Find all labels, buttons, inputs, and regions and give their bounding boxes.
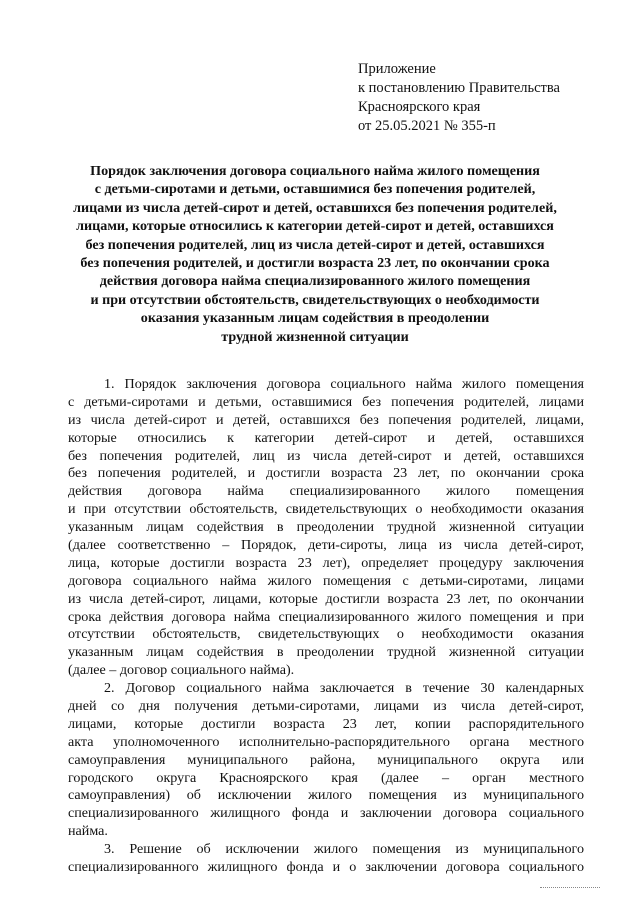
text-line: 3. Решение об исключении жилого помещения из муниципального [104, 841, 584, 858]
page-footer-mark [540, 887, 600, 890]
document-body [68, 376, 584, 877]
text-line: действия договора найма специализированного жилого помещения [68, 483, 584, 500]
text-line: указанным лицам содействия в преодолении трудной жизненной ситуации [68, 519, 584, 536]
text-line: 2. Договор социального найма заключается в течение 30 календарных [104, 680, 584, 697]
text-line: с детьми-сиротами и детьми, оставшимися без попечения родителей, лицами [68, 393, 584, 410]
text-line: самоуправления) об исключении жилого помещения из муниципального [68, 787, 584, 804]
text-line: лица, которые достигли возраста 23 лет), определяет процедуру заключения [68, 554, 584, 571]
title-line: и при отсутствии обстоятельств, свидетельствующих о необходимости [90, 291, 540, 308]
text-line: (далее соответственно – Порядок, дети-сироты, лица из числа детей-сирот, [68, 537, 584, 554]
paragraph-3 [68, 841, 584, 877]
text-line: самоуправления муниципального района, муниципального округа или [68, 751, 584, 768]
text-line: 1. Порядок заключения договора социального найма жилого помещения [104, 376, 584, 392]
title-line: трудной жизненной ситуации [221, 328, 409, 345]
text-line: (далее – договор социального найма). [68, 662, 295, 679]
text-line: из числа детей-сирот, лицами, которые достигли возраста 23 лет, по окончании [68, 590, 584, 607]
text-line: из числа детей-сирот и детей, оставшихся без попечения родителей, лицами, [68, 411, 584, 428]
title-line: без попечения родителей, лиц из числа детей-сирот и детей, оставшихся [85, 236, 545, 253]
title-line: оказания указанным лицам содействия в преодолении [140, 310, 490, 327]
appendix-line: от 25.05.2021 № 355-п [358, 118, 496, 134]
text-line: найма. [68, 823, 108, 840]
title-line: лицами из числа детей-сирот и детей, оставшихся без попечения родителей, [73, 199, 557, 216]
text-line: срока действия договора найма специализированного жилого помещения и при [68, 608, 584, 625]
text-line: указанным лицам содействия в преодолении трудной жизненной ситуации [68, 644, 584, 661]
text-line: дней со дня получения детьми-сиротами, лицами из числа детей-сирот, [68, 698, 584, 715]
paragraph-2 [68, 680, 584, 841]
text-line: специализированного жилищного фонда и о заключении договора социального [68, 859, 584, 876]
text-line: и при отсутствии обстоятельств, свидетельствующих о необходимости оказания [68, 501, 584, 518]
appendix-line: Приложение [358, 61, 436, 77]
title-line: без попечения родителей, и достигли возраста 23 лет, по окончании срока [80, 255, 550, 272]
text-line: без попечения родителей, и достигли возраста 23 лет, по окончании срока [68, 465, 584, 482]
text-line: договора социального найма жилого помещения с детьми-сиротами, лицами [68, 572, 584, 589]
text-line: специализированного жилищного фонда и заключении договора социального [68, 805, 584, 822]
title-line: с детьми-сиротами и детьми, оставшимися без попечения родителей, [94, 181, 536, 198]
text-line: городского округа Красноярского края (далее – орган местного [68, 769, 584, 786]
text-line: отсутствии обстоятельств, свидетельствующих о необходимости оказания [68, 626, 584, 643]
text-line: которые относились к категории детей-сирот и детей, оставшихся [68, 429, 584, 446]
title-line: Порядок заключения договора социального найма жилого помещения [90, 163, 540, 179]
appendix-line: к постановлению Правительства [358, 80, 560, 96]
title-line: действия договора найма специализированного жилого помещения [99, 273, 531, 290]
text-line: акта уполномоченного исполнительно-распорядительного органа местного [68, 733, 584, 750]
appendix-header [358, 60, 618, 136]
paragraph-1 [68, 376, 584, 680]
document-title [60, 162, 570, 346]
text-line: лицами, которые достигли возраста 23 лет, копии распорядительного [68, 715, 584, 732]
title-line: лицами, которые относились к категории детей-сирот и детей, оставшихся [76, 218, 554, 235]
text-line: без попечения родителей, лиц из числа детей-сирот и детей, оставшихся [68, 447, 584, 464]
appendix-line: Красноярского края [358, 99, 481, 115]
